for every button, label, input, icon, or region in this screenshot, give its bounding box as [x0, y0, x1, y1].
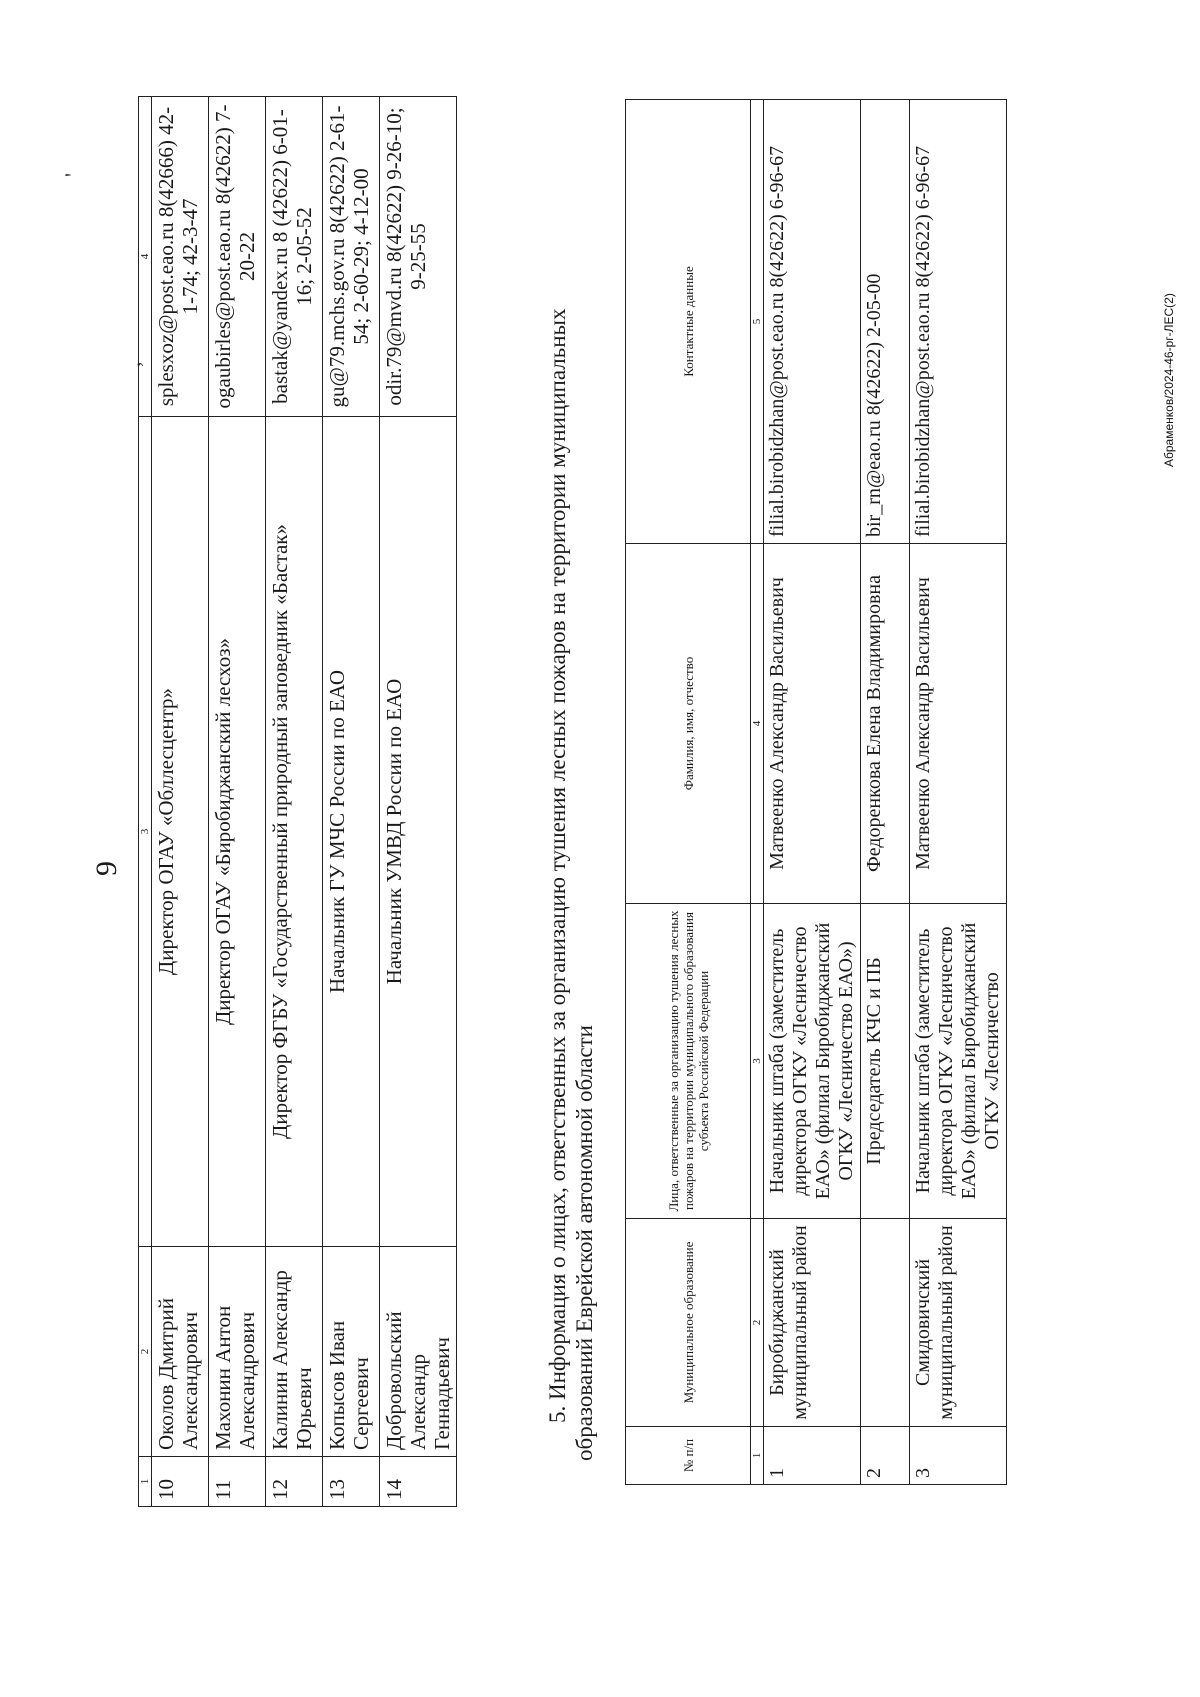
person-contacts: bastak@yandex.ru 8 (42622) 6-01-16; 2-05-52 — [266, 97, 323, 417]
table-index-row — [751, 100, 764, 1485]
person-position: Директор ОГАУ «Биробиджанский лесхоз» — [209, 417, 266, 1247]
scan-speck: , — [120, 361, 145, 367]
section-heading-line2: образований Еврейской автономной области — [572, 1025, 597, 1461]
header-num: № п/п — [626, 1427, 751, 1485]
table-row — [861, 100, 910, 1485]
table-index-row — [139, 97, 152, 1507]
row-number: 11 — [209, 1457, 266, 1507]
row-number: 13 — [323, 1457, 380, 1507]
person-name: Околов Дмитрий Александрович — [152, 1247, 209, 1457]
person-contacts: gu@79.mchs.gov.ru 8(42622) 2-61-54; 2-60-29; 4-12-00 — [323, 97, 380, 417]
responsible-persons-table — [625, 99, 1007, 1485]
person-name: Калинин Александр Юрьевич — [266, 1247, 323, 1457]
section-heading-line1: 5. Информация о лицах, ответственных за организацию тушения лесных пожаров на территории муниципальных — [545, 308, 570, 1423]
person-position: Начальник УМВД России по ЕАО — [380, 417, 457, 1247]
responsible-role: Председатель КЧС и ПБ — [861, 904, 910, 1219]
person-contacts: filial.birobidzhan@post.eao.ru 8(42622) 6-96-67 — [764, 100, 861, 544]
person-fio: Матвеенко Александр Васильевич — [910, 544, 1007, 904]
row-number: 14 — [380, 1457, 457, 1507]
person-position: Директор ФГБУ «Государственный природный заповедник «Бастак» — [266, 417, 323, 1247]
officials-table — [138, 96, 457, 1507]
person-fio: Федоренкова Елена Владимировна — [861, 544, 910, 904]
person-name: Махонин Антон Александрович — [209, 1247, 266, 1457]
table-row — [323, 97, 380, 1507]
header-responsible: Лица, ответственные за организацию тушения лесных пожаров на территории муниципального образования субъекта Российской Федерации — [626, 904, 751, 1219]
document-code: Абраменков/2024-46-рг-ЛЕС(2) — [1162, 293, 1176, 467]
person-contacts: odir.79@mvd.ru 8(42622) 9-26-10; 9-25-55 — [380, 97, 457, 417]
index-cell: 5 — [751, 100, 764, 544]
responsible-role: Начальник штаба (заместитель директора ОГКУ «Лесничество ЕАО» (филиал Биробиджанский ОГКУ «Лесничество ЕАО») — [764, 904, 861, 1219]
person-position: Директор ОГАУ «Обллесцентр» — [152, 417, 209, 1247]
index-cell: 1 — [139, 1457, 152, 1507]
table-row — [380, 97, 457, 1507]
index-cell: 3 — [139, 417, 152, 1247]
header-contacts: Контактные данные — [626, 100, 751, 544]
table-row — [266, 97, 323, 1507]
row-number: 10 — [152, 1457, 209, 1507]
row-number: 12 — [266, 1457, 323, 1507]
scan-speck: ' — [60, 173, 85, 177]
header-municipality: Муниципальное образование — [626, 1219, 751, 1427]
index-cell: 2 — [751, 1219, 764, 1427]
table-row — [764, 100, 861, 1485]
header-fio: Фамилия, имя, отчество — [626, 544, 751, 904]
person-contacts: ogaubirles@post.eao.ru 8(42622) 7-20-22 — [209, 97, 266, 417]
person-name: Добровольский Александр Геннадьевич — [380, 1247, 457, 1457]
responsible-role: Начальник штаба (заместитель директора ОГКУ «Лесничество ЕАО» (филиал Биробиджанский ОГКУ «Лесничество — [910, 904, 1007, 1219]
person-contacts: bir_rn@eao.ru 8(42622) 2-05-00 — [861, 100, 910, 544]
row-number: 3 — [910, 1427, 1007, 1485]
table-row — [209, 97, 266, 1507]
index-cell: 3 — [751, 904, 764, 1219]
section-heading — [544, 41, 598, 1461]
index-cell: 1 — [751, 1427, 764, 1485]
index-cell: 4 — [139, 97, 152, 417]
table-header-row — [626, 100, 751, 1485]
municipality-name: Биробиджанский муниципальный район — [764, 1219, 861, 1427]
index-cell: 4 — [751, 544, 764, 904]
person-contacts: filial.birobidzhan@post.eao.ru 8(42622) 6-96-67 — [910, 100, 1007, 544]
person-fio: Матвеенко Александр Васильевич — [764, 544, 861, 904]
person-contacts: splesxoz@post.eao.ru 8(42666) 42-1-74; 42-3-47 — [152, 97, 209, 417]
municipality-name: Смидовичский муниципальный район — [910, 1219, 1007, 1427]
person-position: Начальник ГУ МЧС России по ЕАО — [323, 417, 380, 1247]
page-number: 9 — [90, 861, 123, 876]
municipality-name — [861, 1219, 910, 1427]
index-cell: 2 — [139, 1247, 152, 1457]
person-name: Копысов Иван Сергеевич — [323, 1247, 380, 1457]
row-number: 2 — [861, 1427, 910, 1485]
row-number: 1 — [764, 1427, 861, 1485]
table-row — [152, 97, 209, 1507]
table-row — [910, 100, 1007, 1485]
